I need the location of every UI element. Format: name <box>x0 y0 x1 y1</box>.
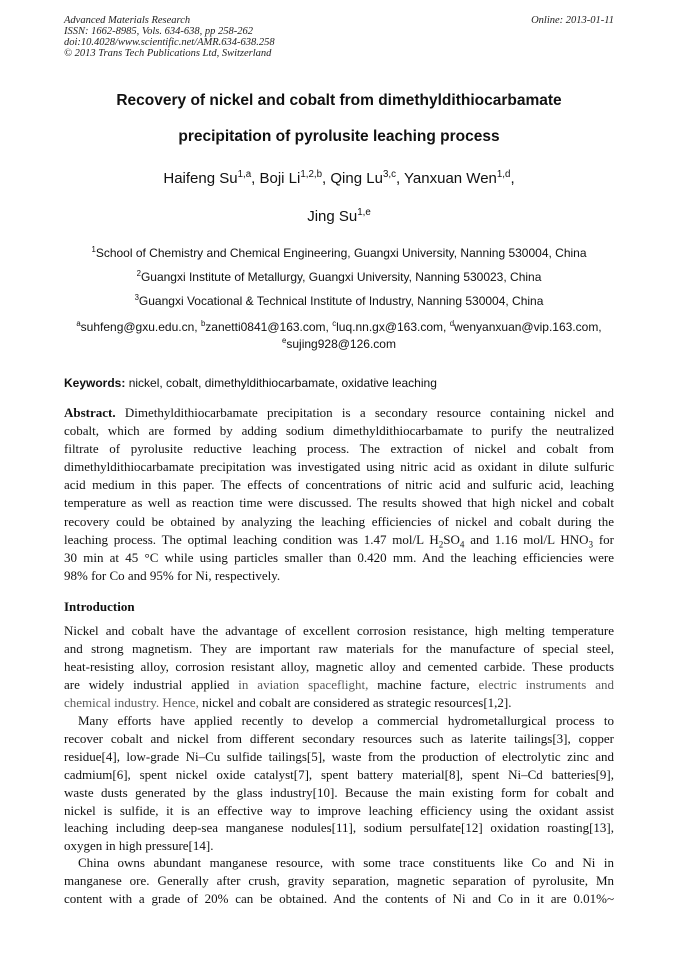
author-name: Yanxuan Wen <box>404 170 497 187</box>
paragraph-line: residue[4], low-grade Ni–Cu sulfide tailings[5], waste from the production of electrolytic zinc and <box>64 748 614 764</box>
paper-title-line-1: Recovery of nickel and cobalt from dimethyldithiocarbamate <box>116 92 562 109</box>
abstract-line: 30 min at 45 °C while using particles smaller than 0.420 mm. And the leaching efficiencies were <box>64 549 614 565</box>
abstract-line: recovery could be obtained by analyzing the leaching efficiencies of nickel and cobalt during the <box>64 513 614 529</box>
paragraph-text: electric instruments and <box>478 676 615 692</box>
author-list-cont <box>40 208 638 225</box>
affiliation-1 <box>40 246 638 260</box>
abstract-line: dimethyldithiocarbamate precipitation was investigated using nitric acid as oxidant in dilute sulfuric <box>64 459 614 475</box>
paragraph-text: are widely industrial applied <box>64 676 239 692</box>
abstract-text: SO <box>443 531 460 547</box>
paragraph-line: recover cobalt and nickel from different secondary resources such as laterite tailings[3], copper <box>64 730 614 746</box>
paragraph-text: chemical industry. Hence, <box>64 694 199 710</box>
issn-line: ISSN: 1662-8985, Vols. 634-638, pp 258-262 <box>64 26 253 37</box>
author-sup: 1,d <box>496 169 511 180</box>
affiliation-text: School of Chemistry and Chemical Engineering, Guangxi University, Nanning 530004, China <box>95 246 587 260</box>
abstract-line: filtrate of pyrolusite reductive leaching process. The extraction of nickel and cobalt from <box>64 441 614 457</box>
email-sup: b <box>200 319 206 328</box>
email-sup: e <box>282 336 287 345</box>
email-list-cont <box>40 337 638 351</box>
abstract-line <box>64 404 614 422</box>
journal-header <box>64 15 275 59</box>
paragraph-line: manganese ore. Generally after crush, gravity separation, magnetic separation of pyrolusite, Mn <box>64 872 614 888</box>
author-name: Qing Lu <box>330 170 383 187</box>
abstract-text: for <box>593 531 614 547</box>
subscript: 2 <box>438 539 444 550</box>
section-heading-introduction: Introduction <box>64 599 135 614</box>
affiliation-sup: 2 <box>136 269 141 278</box>
author-name: Haifeng Su <box>163 170 238 187</box>
paragraph-line: Many efforts have applied recently to develop a commercial hydrometallurgical process to <box>78 713 614 728</box>
paragraph-line: nickel is sulfide, it is an effective way to improve leaching efficiency using the oxidant assist <box>64 802 614 818</box>
keywords-line <box>64 376 437 390</box>
email-link[interactable]: suhfeng@gxu.edu.cn, <box>80 320 201 334</box>
author-name: Boji Li <box>259 170 301 187</box>
paragraph-line: heat-resisting alloy, corrosion resistant alloy, magnetic alloy and cemented carbide. These products <box>64 658 614 674</box>
copyright-line: © 2013 Trans Tech Publications Ltd, Switzerland <box>64 48 272 59</box>
intro-paragraph-3 <box>64 854 614 908</box>
email-link[interactable]: sujing928@126.com <box>286 337 396 351</box>
email-link[interactable]: zanetti0841@163.com, <box>205 320 333 334</box>
affiliation-text: Guangxi Institute of Metallurgy, Guangxi University, Nanning 530023, China <box>140 270 542 284</box>
paragraph-line: leaching including deep-sea manganese nodules[11], sodium persulfate[12] oxidation roasting[13], <box>64 820 614 836</box>
paragraph-line: waste dusts generated by the glass industry[10]. Because the main existing form for cobalt and <box>64 784 614 800</box>
abstract-line: cobalt, which are formed by adding sodium dimethyldithiocarbamate to purify the neutralized <box>64 423 614 439</box>
keywords-label: Keywords: <box>64 376 126 390</box>
paper-title-line-2: precipitation of pyrolusite leaching process <box>178 128 500 145</box>
paragraph-line <box>64 676 614 694</box>
doi-line[interactable]: doi:10.4028/www.scientific.net/AMR.634-638.258 <box>64 37 275 48</box>
paragraph-line: China owns abundant manganese resource, with some trace constituents like Co and Ni in <box>78 855 614 870</box>
email-sup: c <box>332 319 337 328</box>
email-link[interactable]: luq.nn.gx@163.com, <box>336 320 450 334</box>
affiliation-3 <box>40 294 638 308</box>
abstract-line: temperature as well as reaction time were discussed. The results showed that high nickel and cobalt <box>64 495 614 511</box>
author-sup: 1,a <box>237 169 252 180</box>
paragraph-line <box>64 694 614 712</box>
author-sup: 1,e <box>357 207 371 218</box>
abstract-line: acid medium in this paper. The effects of concentrations of nitric acid and sulfuric acid, leaching <box>64 477 614 493</box>
intro-paragraph-1 <box>64 622 614 712</box>
keywords-text: nickel, cobalt, dimethyldithiocarbamate, oxidative leaching <box>125 376 437 390</box>
affiliation-sup: 1 <box>91 245 96 254</box>
affiliation-2 <box>40 270 638 284</box>
paragraph-line: and strong magnetism. They are important raw materials for the manufacture of special steel, <box>64 640 614 656</box>
subscript: 3 <box>588 539 594 550</box>
intro-paragraph-2 <box>64 712 614 855</box>
paragraph-line: cadmium[6], spent nickel oxide catalyst[7], spent battery material[8], spent Ni–Cd batteries[9], <box>64 766 614 782</box>
abstract-label: Abstract. <box>64 405 116 420</box>
affiliation-sup: 3 <box>134 293 139 302</box>
abstract <box>64 404 614 585</box>
paragraph-line: oxygen in high pressure[14]. <box>64 838 214 854</box>
subscript: 4 <box>459 539 465 550</box>
author-sup: 1,2,b <box>300 169 323 180</box>
abstract-line <box>64 531 614 549</box>
email-link[interactable]: wenyanxuan@vip.163.com, <box>454 320 602 334</box>
abstract-text: Dimethyldithiocarbamate precipitation is a secondary resource containing nickel and <box>115 405 614 420</box>
paragraph-line: Nickel and cobalt have the advantage of excellent corrosion resistance, high melting temperature <box>64 623 614 638</box>
email-sup: a <box>76 319 81 328</box>
paragraph-text: in aviation spaceflight, <box>238 676 369 692</box>
abstract-text: leaching process. The optimal leaching condition was 1.47 mol/L H <box>64 531 439 547</box>
author-list: Haifeng Su$^{1,a}$, Boji Li$^{1,2,b}$, Qing Lu$^{3,c}$, Yanxuan Wen$^{1,d}$, <box>163 169 515 187</box>
author-sup: 3,c <box>382 169 396 180</box>
affiliation-text: Guangxi Vocational & Technical Institute of Industry, Nanning 530004, China <box>138 294 544 308</box>
paragraph-line: content with a grade of 20% can be obtained. And the contents of Ni and Co in it are 0.01%~ <box>64 890 614 906</box>
abstract-line: 98% for Co and 95% for Ni, respectively. <box>64 567 281 583</box>
email-sup: d <box>449 319 455 328</box>
abstract-text: and 1.16 mol/L HNO <box>464 531 589 547</box>
email-list <box>40 320 638 334</box>
paragraph-text: machine facture, <box>368 676 479 692</box>
paragraph-text: nickel and cobalt are considered as strategic resources[1,2]. <box>198 694 512 710</box>
journal-name: Advanced Materials Research <box>64 15 191 26</box>
author-name: Jing Su <box>307 208 358 225</box>
online-date: Online: 2013-01-11 <box>531 15 614 26</box>
